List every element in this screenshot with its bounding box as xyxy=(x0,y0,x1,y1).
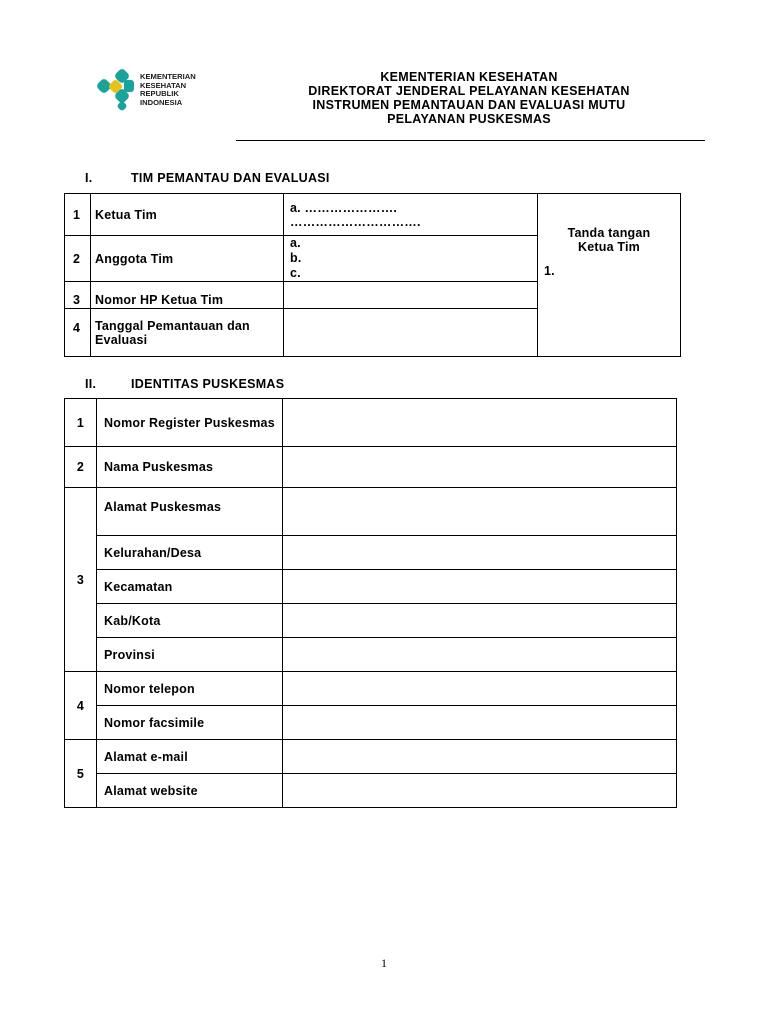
puskesmas-name-field[interactable] xyxy=(283,447,677,488)
identity-table xyxy=(64,398,677,808)
row-number: 4 xyxy=(65,309,91,357)
row-number: 1 xyxy=(65,399,97,447)
row-number: 5 xyxy=(65,740,97,808)
value-line: c. xyxy=(290,266,301,280)
table-row xyxy=(65,706,677,740)
address-field[interactable] xyxy=(283,488,677,536)
row-label: Nomor facsimile xyxy=(97,706,283,740)
section-2-title: IDENTITAS PUSKESMAS xyxy=(131,377,285,391)
heading-line: PELAYANAN PUSKESMAS xyxy=(387,112,551,126)
phone-field[interactable] xyxy=(284,282,538,309)
logo-line: KEMENTERIAN xyxy=(140,72,196,81)
row-number: 2 xyxy=(65,447,97,488)
table-row xyxy=(65,536,677,570)
logo-text xyxy=(140,73,196,107)
row-number: 3 xyxy=(65,282,91,309)
value-line: a. xyxy=(290,236,301,250)
register-number-field[interactable] xyxy=(283,399,677,447)
table-row xyxy=(65,488,677,536)
section-1-title: TIM PEMANTAU DAN EVALUASI xyxy=(131,171,330,185)
table-row xyxy=(65,447,677,488)
row-label: Nomor Register Puskesmas xyxy=(97,399,283,447)
row-label: Nomor telepon xyxy=(97,672,283,706)
table-row xyxy=(65,399,677,447)
row-label: Nomor HP Ketua Tim xyxy=(91,282,284,309)
value-line: …………………………. xyxy=(290,214,421,229)
row-label: Anggota Tim xyxy=(91,236,284,282)
row-label: Kelurahan/Desa xyxy=(97,536,283,570)
section-2-number: II. xyxy=(85,377,97,391)
table-row xyxy=(65,194,681,236)
page-number: 1 xyxy=(381,956,387,970)
heading-line: KEMENTERIAN KESEHATAN xyxy=(380,70,558,84)
logo-mark-icon xyxy=(96,68,134,112)
table-row xyxy=(65,672,677,706)
signature-item: 1. xyxy=(544,264,555,278)
row-number: 4 xyxy=(65,672,97,740)
row-number: 3 xyxy=(65,488,97,672)
table-row xyxy=(65,740,677,774)
province-field[interactable] xyxy=(283,638,677,672)
heading-line: INSTRUMEN PEMANTAUAN DAN EVALUASI MUTU xyxy=(312,98,626,112)
signature-subtitle: Ketua Tim xyxy=(578,240,640,254)
row-label: Nama Puskesmas xyxy=(97,447,283,488)
phone-number-field[interactable] xyxy=(283,672,677,706)
table-row xyxy=(65,638,677,672)
section-1-number: I. xyxy=(85,171,93,185)
row-label: Alamat Puskesmas xyxy=(97,488,283,536)
signature-cell[interactable] xyxy=(538,194,681,357)
village-field[interactable] xyxy=(283,536,677,570)
fax-number-field[interactable] xyxy=(283,706,677,740)
table-row xyxy=(65,604,677,638)
row-label: Alamat e-mail xyxy=(97,740,283,774)
website-field[interactable] xyxy=(283,774,677,808)
document-heading xyxy=(236,70,702,126)
row-label: Kab/Kota xyxy=(97,604,283,638)
row-number: 1 xyxy=(65,194,91,236)
logo-line: REPUBLIK xyxy=(140,89,179,99)
heading-divider xyxy=(236,140,705,141)
signature-title: Tanda tangan xyxy=(567,226,651,240)
row-label: Kecamatan xyxy=(97,570,283,604)
table-row xyxy=(65,570,677,604)
logo-line: KESEHATAN xyxy=(140,80,187,90)
team-table xyxy=(64,193,681,357)
row-label: Alamat website xyxy=(97,774,283,808)
value-line: b. xyxy=(290,251,302,265)
row-label: Provinsi xyxy=(97,638,283,672)
logo-line: INDONESIA xyxy=(140,97,183,107)
heading-line: DIREKTORAT JENDERAL PELAYANAN KESEHATAN xyxy=(308,84,630,98)
regency-field[interactable] xyxy=(283,604,677,638)
district-field[interactable] xyxy=(283,570,677,604)
row-number: 2 xyxy=(65,236,91,282)
row-label: Ketua Tim xyxy=(91,194,284,236)
row-label: Tanggal Pemantauan dan Evaluasi xyxy=(91,309,284,357)
table-row xyxy=(65,774,677,808)
date-field[interactable] xyxy=(284,309,538,357)
email-field[interactable] xyxy=(283,740,677,774)
value-line: a. …………………. xyxy=(290,200,398,215)
leader-name-field[interactable] xyxy=(284,194,538,236)
members-field[interactable] xyxy=(284,236,538,282)
